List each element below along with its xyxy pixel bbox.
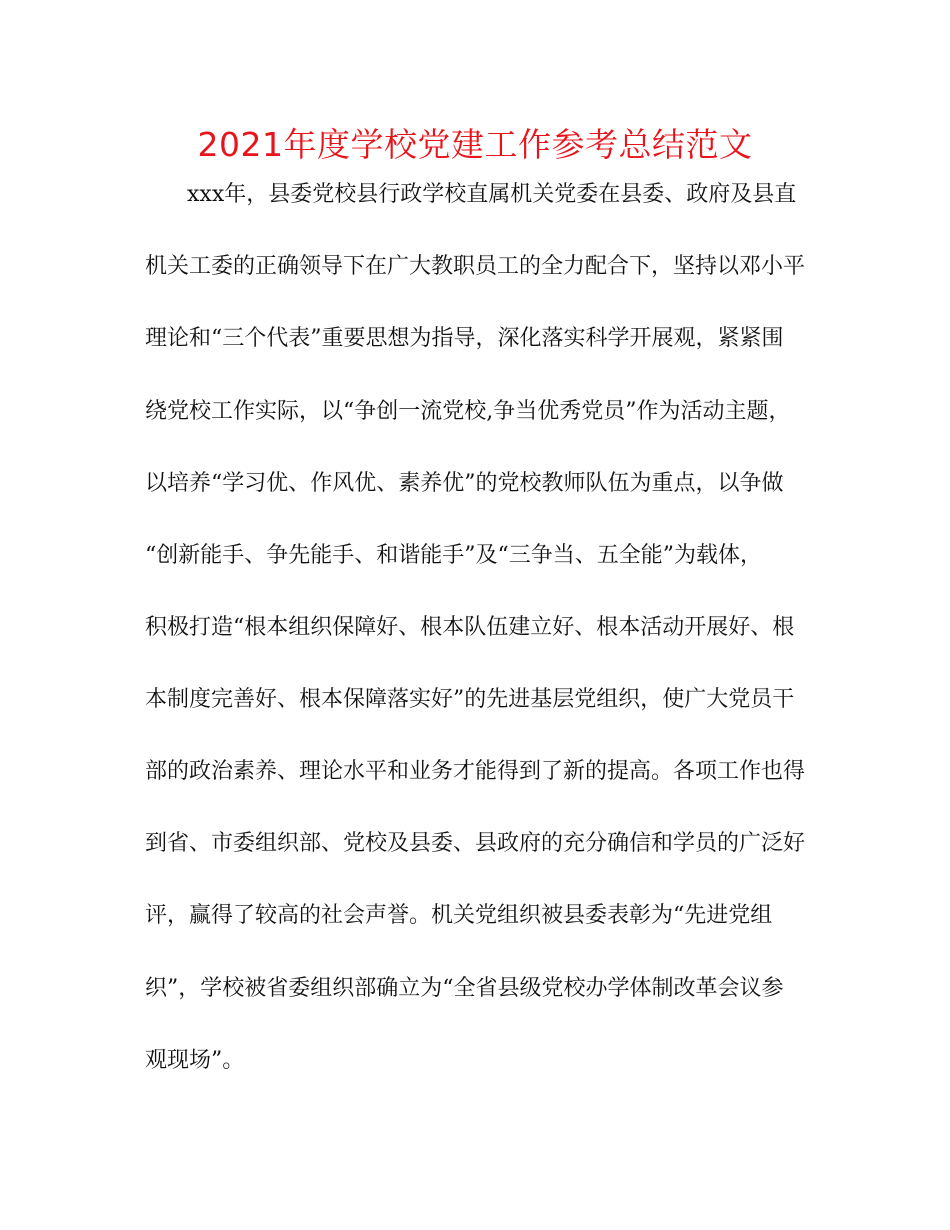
paragraph-line: 理论和“三个代表”重要思想为指导，深化落实科学开展观，紧紧围 xyxy=(145,326,784,351)
paragraph-line: 绕党校工作实际，以“争创一流党校,争当优秀党员”作为活动主题， xyxy=(145,399,791,424)
paragraph-line: 织”，学校被省委组织部确立为“全省县级党校办学体制改革会议参 xyxy=(145,976,784,1001)
paragraph-line: 积极打造“根本组织保障好、根本队伍建立好、根本活动开展好、根 xyxy=(145,615,795,640)
paragraph-line: 到省、市委组织部、党校及县委、县政府的充分确信和学员的广泛好 xyxy=(145,831,806,856)
paragraph-line: 本制度完善好、根本保障落实好”的先进基层党组织，使广大党员干 xyxy=(145,687,795,712)
paragraph-line: 观现场”。 xyxy=(145,1048,245,1073)
paragraph-line: 机关工委的正确领导下在广大教职员工的全力配合下，坚持以邓小平 xyxy=(145,254,806,279)
paragraph-line: 以培养“学习优、作风优、素养优”的党校教师队伍为重点，以争做 xyxy=(145,471,784,496)
paragraph-line: 部的政治素养、理论水平和业务才能得到了新的提高。各项工作也得 xyxy=(145,759,806,784)
paragraph-line: “创新能手、争先能手、和谐能手”及“三争当、五全能”为载体， xyxy=(145,543,762,568)
document-title: 2021年度学校党建工作参考总结范文 xyxy=(197,125,753,164)
paragraph-line: 评，赢得了较高的社会声誉。机关党组织被县委表彰为“先进党组 xyxy=(145,903,773,928)
paragraph-line: xxx年，县委党校县行政学校直属机关党委在县委、政府及县直 xyxy=(187,182,797,207)
